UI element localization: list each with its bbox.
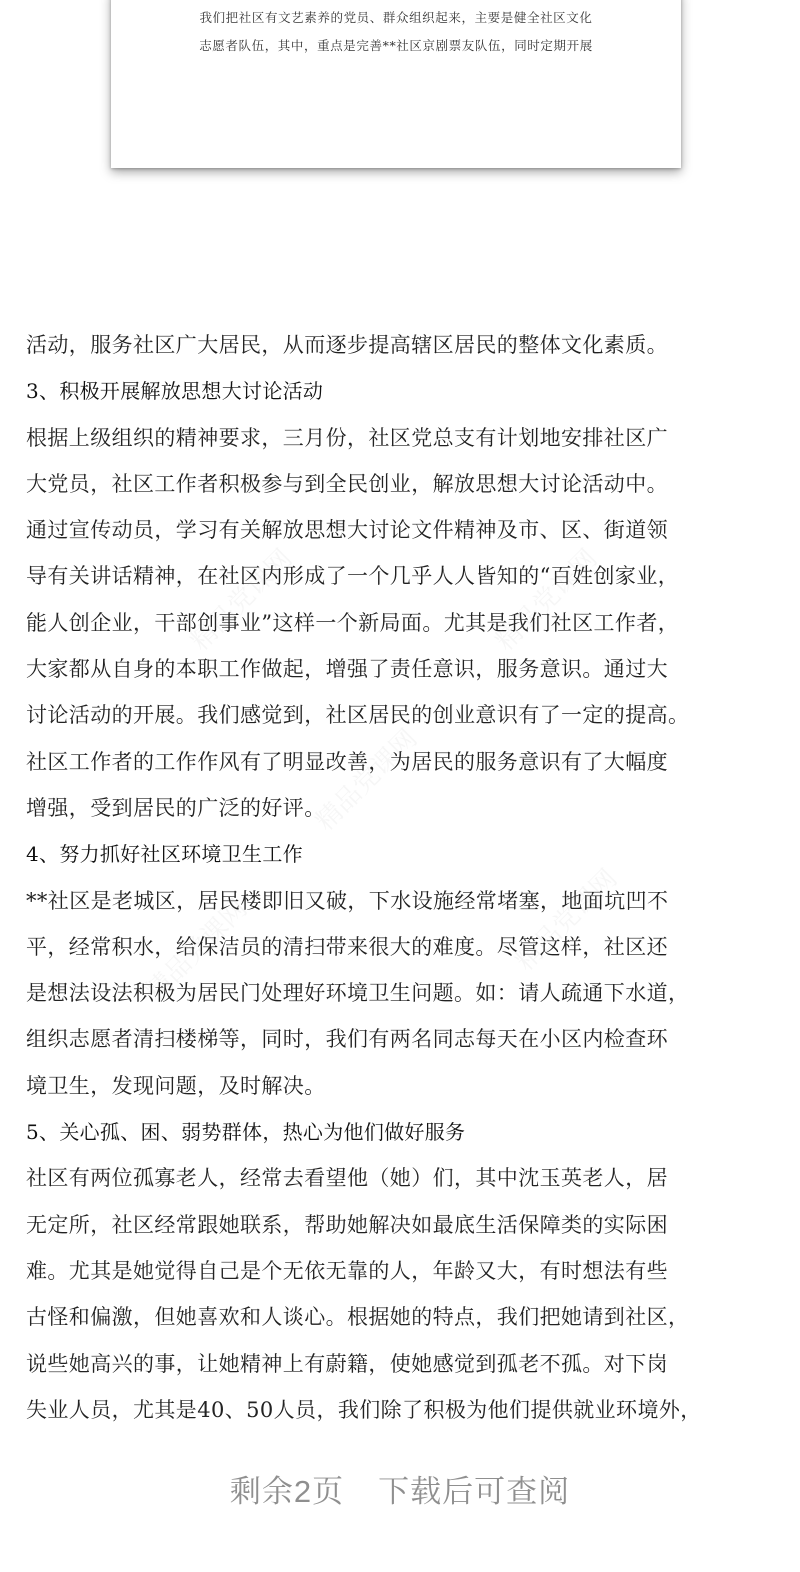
paragraph-line: 古怪和偏激，但她喜欢和人谈心。根据她的特点，我们把她请到社区， — [26, 1305, 690, 1330]
paragraph-line: 讨论活动的开展。我们感觉到，社区居民的创业意识有了一定的提高。 — [26, 703, 690, 728]
paragraph-line: 无定所，社区经常跟她联系，帮助她解决如最底生活保障类的实际困 — [26, 1212, 668, 1237]
section-heading-5: 5、关心孤、困、弱势群体，热心为他们做好服务 — [26, 1120, 466, 1145]
paragraph-line: 增强，受到居民的广泛的好评。 — [26, 795, 326, 820]
paragraph-line: 大党员，社区工作者积极参与到全民创业，解放思想大讨论活动中。 — [26, 471, 668, 496]
paragraph-line: 活动，服务社区广大居民，从而逐步提高辖区居民的整体文化素质。 — [26, 333, 668, 357]
section-heading-3: 3、积极开展解放思想大讨论活动 — [26, 379, 324, 404]
paragraph-line: 说些她高兴的事，让她精神上有蔚籍，使她感觉到孤老不孤。对下岗 — [26, 1351, 668, 1376]
paragraph-line: 通过宣传动员，学习有关解放思想大讨论文件精神及市、区、街道领 — [26, 518, 668, 543]
paragraph-line: 失业人员，尤其是40、50人员，我们除了积极为他们提供就业环境外， — [26, 1397, 702, 1422]
watermark-text: 精品党课网 — [490, 543, 604, 657]
watermark-text: 精品党课网 — [310, 723, 424, 837]
watermark-text: 精品党课网 — [510, 863, 624, 977]
paragraph-line: 社区工作者的工作作风有了明显改善，为居民的服务意识有了大幅度 — [26, 749, 668, 774]
section-heading-4: 4、努力抓好社区环境卫生工作 — [26, 842, 303, 867]
download-prompt-banner[interactable] — [0, 1462, 800, 1522]
download-to-view-label[interactable]: 下载后可查阅 — [378, 1474, 571, 1509]
paragraph-line: 境卫生，发现问题，及时解决。 — [26, 1073, 326, 1098]
paragraph-line: 能人创企业，干部创事业”这样一个新局面。尤其是我们社区工作者， — [26, 610, 680, 635]
document-body — [26, 322, 786, 1433]
watermark-text: 精品党课网 — [185, 543, 299, 657]
preview-card-line-1: 我们把社区有文艺素养的党员、群众组织起来，主要是健全社区文化 — [199, 10, 593, 25]
remaining-pages-label: 剩余2页 — [229, 1474, 345, 1509]
paragraph-line: 是想法设法积极为居民门处理好环境卫生问题。如：请人疏通下水道， — [26, 981, 690, 1006]
paragraph-line: 平，经常积水，给保洁员的清扫带来很大的难度。尽管这样，社区还 — [26, 934, 668, 959]
preview-card-line-2: 志愿者队伍，其中，重点是完善**社区京剧票友队伍，同时定期开展 — [199, 38, 593, 53]
paragraph-line: 导有关讲话精神，在社区内形成了一个几乎人人皆知的“百姓创家业， — [26, 564, 680, 589]
paragraph-line: 根据上级组织的精神要求，三月份，社区党总支有计划地安排社区广 — [26, 425, 668, 450]
paragraph-line: 组织志愿者清扫楼梯等，同时，我们有两名同志每天在小区内检查环 — [26, 1027, 668, 1052]
preview-page-card — [111, 0, 681, 168]
paragraph-line: 大家都从自身的本职工作做起，增强了责任意识，服务意识。通过大 — [26, 657, 668, 682]
watermark-text: 精品党课网 — [140, 893, 254, 1007]
paragraph-line: 社区有两位孤寡老人，经常去看望他（她）们，其中沈玉英老人，居 — [26, 1166, 668, 1191]
paragraph-line: **社区是老城区，居民楼即旧又破，下水设施经常堵塞，地面坑凹不 — [26, 888, 669, 913]
paragraph-line: 难。尤其是她觉得自己是个无依无靠的人，年龄又大，有时想法有些 — [26, 1258, 668, 1283]
